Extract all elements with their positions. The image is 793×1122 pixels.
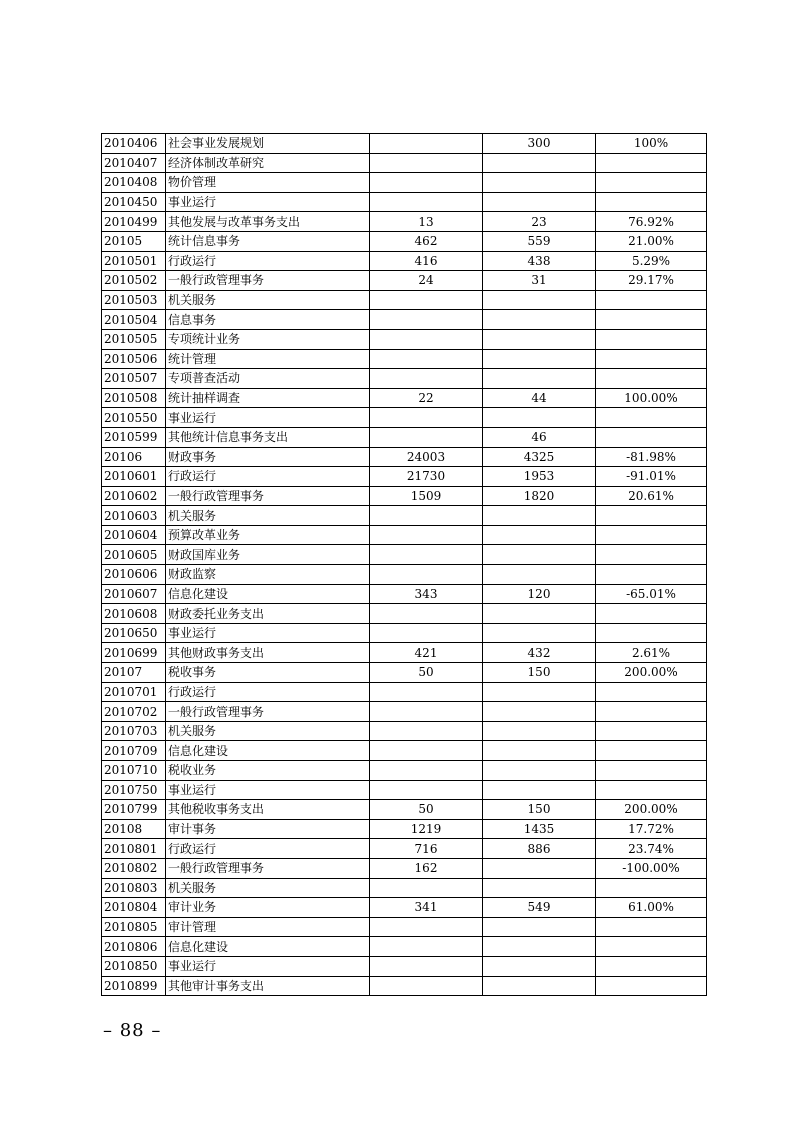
row-name-cell: 其他统计信息事务支出 (166, 427, 370, 447)
row-change-pct-cell (596, 506, 707, 526)
row-current-value-cell: 46 (483, 427, 596, 447)
row-name-cell: 财政国库业务 (166, 545, 370, 565)
row-current-value-cell: 1820 (483, 486, 596, 506)
row-code-cell: 2010504 (102, 310, 166, 330)
row-current-value-cell: 549 (483, 898, 596, 918)
row-name-cell: 机关服务 (166, 721, 370, 741)
row-prior-value-cell (370, 369, 483, 389)
row-current-value-cell (483, 408, 596, 428)
table-row (102, 290, 707, 310)
row-prior-value-cell: 343 (370, 584, 483, 604)
row-name-cell: 其他税收事务支出 (166, 800, 370, 820)
row-name-cell: 信息化建设 (166, 584, 370, 604)
row-name-cell: 审计业务 (166, 898, 370, 918)
row-code-cell: 2010550 (102, 408, 166, 428)
row-current-value-cell: 23 (483, 212, 596, 232)
row-change-pct-cell: 100% (596, 134, 707, 154)
row-code-cell: 2010499 (102, 212, 166, 232)
row-current-value-cell (483, 329, 596, 349)
row-name-cell: 税收事务 (166, 663, 370, 683)
row-name-cell: 机关服务 (166, 878, 370, 898)
row-change-pct-cell: -65.01% (596, 584, 707, 604)
row-prior-value-cell (370, 290, 483, 310)
row-current-value-cell (483, 956, 596, 976)
row-name-cell: 事业运行 (166, 408, 370, 428)
row-code-cell: 2010701 (102, 682, 166, 702)
row-current-value-cell (483, 153, 596, 173)
row-name-cell: 预算改革业务 (166, 525, 370, 545)
row-name-cell: 财政委托业务支出 (166, 604, 370, 624)
row-prior-value-cell (370, 427, 483, 447)
row-change-pct-cell (596, 702, 707, 722)
row-change-pct-cell: -100.00% (596, 858, 707, 878)
row-code-cell: 2010803 (102, 878, 166, 898)
row-code-cell: 2010899 (102, 976, 166, 996)
row-code-cell: 2010710 (102, 761, 166, 781)
row-current-value-cell (483, 369, 596, 389)
row-name-cell: 事业运行 (166, 780, 370, 800)
table-row (102, 604, 707, 624)
row-change-pct-cell: 200.00% (596, 800, 707, 820)
row-change-pct-cell: 21.00% (596, 231, 707, 251)
row-prior-value-cell: 24003 (370, 447, 483, 467)
row-code-cell: 2010501 (102, 251, 166, 271)
row-name-cell: 行政运行 (166, 682, 370, 702)
row-code-cell: 2010407 (102, 153, 166, 173)
row-code-cell: 2010703 (102, 721, 166, 741)
row-name-cell: 事业运行 (166, 192, 370, 212)
row-change-pct-cell (596, 329, 707, 349)
table-row (102, 369, 707, 389)
table-row (102, 192, 707, 212)
row-current-value-cell (483, 937, 596, 957)
row-change-pct-cell: 23.74% (596, 839, 707, 859)
row-name-cell: 一般行政管理事务 (166, 271, 370, 291)
table-row (102, 839, 707, 859)
row-prior-value-cell (370, 192, 483, 212)
table-row (102, 565, 707, 585)
row-change-pct-cell: 20.61% (596, 486, 707, 506)
row-code-cell: 2010599 (102, 427, 166, 447)
row-code-cell: 2010602 (102, 486, 166, 506)
row-name-cell: 专项统计业务 (166, 329, 370, 349)
row-prior-value-cell (370, 780, 483, 800)
table-row (102, 858, 707, 878)
row-name-cell: 统计抽样调查 (166, 388, 370, 408)
row-change-pct-cell (596, 623, 707, 643)
row-code-cell: 2010806 (102, 937, 166, 957)
table-row (102, 800, 707, 820)
table-row (102, 956, 707, 976)
row-code-cell: 2010650 (102, 623, 166, 643)
row-prior-value-cell (370, 525, 483, 545)
row-code-cell: 2010605 (102, 545, 166, 565)
row-code-cell: 2010608 (102, 604, 166, 624)
row-code-cell: 2010604 (102, 525, 166, 545)
row-name-cell: 统计管理 (166, 349, 370, 369)
row-prior-value-cell (370, 408, 483, 428)
row-current-value-cell: 31 (483, 271, 596, 291)
row-name-cell: 事业运行 (166, 623, 370, 643)
row-current-value-cell: 120 (483, 584, 596, 604)
row-code-cell: 2010508 (102, 388, 166, 408)
row-prior-value-cell: 416 (370, 251, 483, 271)
row-prior-value-cell (370, 721, 483, 741)
table-row (102, 173, 707, 193)
row-change-pct-cell (596, 761, 707, 781)
row-prior-value-cell: 1509 (370, 486, 483, 506)
row-prior-value-cell (370, 956, 483, 976)
row-prior-value-cell (370, 741, 483, 761)
row-name-cell: 一般行政管理事务 (166, 702, 370, 722)
row-change-pct-cell (596, 173, 707, 193)
row-code-cell: 2010502 (102, 271, 166, 291)
row-name-cell: 信息化建设 (166, 741, 370, 761)
row-code-cell: 2010801 (102, 839, 166, 859)
row-name-cell: 一般行政管理事务 (166, 486, 370, 506)
table-row (102, 898, 707, 918)
row-name-cell: 行政运行 (166, 251, 370, 271)
row-current-value-cell (483, 525, 596, 545)
row-code-cell: 2010603 (102, 506, 166, 526)
row-change-pct-cell (596, 976, 707, 996)
table-row (102, 212, 707, 232)
table-row (102, 427, 707, 447)
table-row (102, 643, 707, 663)
row-change-pct-cell: -81.98% (596, 447, 707, 467)
row-name-cell: 审计管理 (166, 917, 370, 937)
row-change-pct-cell: 76.92% (596, 212, 707, 232)
row-prior-value-cell (370, 761, 483, 781)
row-name-cell: 社会事业发展规划 (166, 134, 370, 154)
row-change-pct-cell (596, 369, 707, 389)
row-change-pct-cell (596, 937, 707, 957)
row-prior-value-cell (370, 623, 483, 643)
table-row (102, 388, 707, 408)
table-row (102, 878, 707, 898)
table-row (102, 231, 707, 251)
row-code-cell: 2010406 (102, 134, 166, 154)
row-name-cell: 统计信息事务 (166, 231, 370, 251)
row-change-pct-cell: 5.29% (596, 251, 707, 271)
row-code-cell: 2010505 (102, 329, 166, 349)
row-change-pct-cell (596, 604, 707, 624)
row-current-value-cell: 1435 (483, 819, 596, 839)
table-row (102, 329, 707, 349)
row-current-value-cell (483, 545, 596, 565)
row-change-pct-cell (596, 192, 707, 212)
row-current-value-cell (483, 702, 596, 722)
row-name-cell: 信息化建设 (166, 937, 370, 957)
table-row (102, 819, 707, 839)
table-row (102, 134, 707, 154)
row-current-value-cell: 559 (483, 231, 596, 251)
row-code-cell: 2010699 (102, 643, 166, 663)
row-code-cell: 2010750 (102, 780, 166, 800)
table-row (102, 349, 707, 369)
row-change-pct-cell: 17.72% (596, 819, 707, 839)
table-row (102, 663, 707, 683)
row-code-cell: 20106 (102, 447, 166, 467)
row-prior-value-cell (370, 937, 483, 957)
table-row (102, 447, 707, 467)
row-prior-value-cell (370, 349, 483, 369)
row-name-cell: 行政运行 (166, 467, 370, 487)
row-code-cell: 2010702 (102, 702, 166, 722)
row-code-cell: 2010507 (102, 369, 166, 389)
row-prior-value-cell (370, 565, 483, 585)
row-prior-value-cell: 162 (370, 858, 483, 878)
table-row (102, 761, 707, 781)
row-prior-value-cell: 462 (370, 231, 483, 251)
row-prior-value-cell: 50 (370, 663, 483, 683)
table-row (102, 506, 707, 526)
row-prior-value-cell (370, 329, 483, 349)
table-row (102, 467, 707, 487)
table-row (102, 917, 707, 937)
row-prior-value-cell: 13 (370, 212, 483, 232)
table-row (102, 682, 707, 702)
row-prior-value-cell (370, 310, 483, 330)
budget-table (101, 133, 707, 996)
row-prior-value-cell: 1219 (370, 819, 483, 839)
table-row (102, 251, 707, 271)
row-name-cell: 信息事务 (166, 310, 370, 330)
row-current-value-cell (483, 173, 596, 193)
row-code-cell: 20107 (102, 663, 166, 683)
row-current-value-cell (483, 565, 596, 585)
row-current-value-cell: 150 (483, 663, 596, 683)
row-code-cell: 2010805 (102, 917, 166, 937)
row-code-cell: 2010799 (102, 800, 166, 820)
table-row (102, 584, 707, 604)
row-prior-value-cell: 24 (370, 271, 483, 291)
row-current-value-cell: 4325 (483, 447, 596, 467)
row-current-value-cell: 150 (483, 800, 596, 820)
row-prior-value-cell: 22 (370, 388, 483, 408)
row-code-cell: 2010503 (102, 290, 166, 310)
row-change-pct-cell (596, 545, 707, 565)
row-prior-value-cell: 50 (370, 800, 483, 820)
row-current-value-cell: 432 (483, 643, 596, 663)
table-row (102, 408, 707, 428)
row-name-cell: 机关服务 (166, 290, 370, 310)
row-change-pct-cell: 200.00% (596, 663, 707, 683)
row-current-value-cell: 44 (483, 388, 596, 408)
row-name-cell: 物价管理 (166, 173, 370, 193)
row-prior-value-cell (370, 604, 483, 624)
table-row (102, 486, 707, 506)
row-change-pct-cell: 100.00% (596, 388, 707, 408)
row-prior-value-cell (370, 153, 483, 173)
row-name-cell: 其他财政事务支出 (166, 643, 370, 663)
table-row (102, 937, 707, 957)
row-code-cell: 2010601 (102, 467, 166, 487)
row-prior-value-cell: 716 (370, 839, 483, 859)
table-row (102, 271, 707, 291)
table-row (102, 545, 707, 565)
row-change-pct-cell (596, 917, 707, 937)
row-name-cell: 经济体制改革研究 (166, 153, 370, 173)
row-code-cell: 2010709 (102, 741, 166, 761)
row-change-pct-cell: 61.00% (596, 898, 707, 918)
row-name-cell: 机关服务 (166, 506, 370, 526)
row-code-cell: 20105 (102, 231, 166, 251)
row-name-cell: 其他发展与改革事务支出 (166, 212, 370, 232)
row-code-cell: 2010802 (102, 858, 166, 878)
row-change-pct-cell (596, 408, 707, 428)
row-change-pct-cell (596, 349, 707, 369)
row-name-cell: 税收业务 (166, 761, 370, 781)
table-row (102, 976, 707, 996)
row-current-value-cell (483, 506, 596, 526)
row-prior-value-cell (370, 545, 483, 565)
row-prior-value-cell (370, 134, 483, 154)
row-current-value-cell (483, 741, 596, 761)
row-current-value-cell (483, 349, 596, 369)
row-current-value-cell (483, 780, 596, 800)
row-current-value-cell (483, 878, 596, 898)
row-prior-value-cell (370, 506, 483, 526)
row-current-value-cell (483, 721, 596, 741)
row-code-cell: 2010804 (102, 898, 166, 918)
row-prior-value-cell (370, 917, 483, 937)
row-change-pct-cell (596, 565, 707, 585)
row-name-cell: 财政监察 (166, 565, 370, 585)
table-row (102, 623, 707, 643)
row-current-value-cell (483, 761, 596, 781)
row-current-value-cell (483, 604, 596, 624)
row-code-cell: 2010607 (102, 584, 166, 604)
row-current-value-cell (483, 858, 596, 878)
row-prior-value-cell: 21730 (370, 467, 483, 487)
row-current-value-cell (483, 310, 596, 330)
table-row (102, 721, 707, 741)
row-code-cell: 2010606 (102, 565, 166, 585)
row-name-cell: 事业运行 (166, 956, 370, 976)
row-change-pct-cell (596, 310, 707, 330)
row-change-pct-cell (596, 878, 707, 898)
row-prior-value-cell (370, 682, 483, 702)
row-current-value-cell (483, 623, 596, 643)
row-prior-value-cell (370, 702, 483, 722)
row-current-value-cell (483, 290, 596, 310)
row-prior-value-cell (370, 976, 483, 996)
table-row (102, 702, 707, 722)
row-change-pct-cell (596, 682, 707, 702)
row-change-pct-cell (596, 741, 707, 761)
row-current-value-cell: 300 (483, 134, 596, 154)
row-prior-value-cell (370, 173, 483, 193)
row-current-value-cell (483, 917, 596, 937)
row-current-value-cell (483, 976, 596, 996)
row-change-pct-cell (596, 780, 707, 800)
row-name-cell: 专项普查活动 (166, 369, 370, 389)
row-change-pct-cell: 29.17% (596, 271, 707, 291)
row-name-cell: 行政运行 (166, 839, 370, 859)
table-row (102, 741, 707, 761)
table-row (102, 780, 707, 800)
row-prior-value-cell (370, 878, 483, 898)
row-change-pct-cell (596, 427, 707, 447)
row-name-cell: 一般行政管理事务 (166, 858, 370, 878)
row-code-cell: 2010408 (102, 173, 166, 193)
row-current-value-cell (483, 682, 596, 702)
row-change-pct-cell: 2.61% (596, 643, 707, 663)
row-change-pct-cell (596, 525, 707, 545)
row-change-pct-cell (596, 153, 707, 173)
row-code-cell: 20108 (102, 819, 166, 839)
row-name-cell: 其他审计事务支出 (166, 976, 370, 996)
row-name-cell: 财政事务 (166, 447, 370, 467)
row-change-pct-cell: -91.01% (596, 467, 707, 487)
row-prior-value-cell: 421 (370, 643, 483, 663)
row-change-pct-cell (596, 956, 707, 976)
row-code-cell: 2010450 (102, 192, 166, 212)
page-number: – 88 – (103, 1020, 162, 1041)
row-change-pct-cell (596, 290, 707, 310)
row-name-cell: 审计事务 (166, 819, 370, 839)
table-row (102, 153, 707, 173)
row-code-cell: 2010850 (102, 956, 166, 976)
row-current-value-cell (483, 192, 596, 212)
row-prior-value-cell: 341 (370, 898, 483, 918)
row-current-value-cell: 438 (483, 251, 596, 271)
table-row (102, 525, 707, 545)
table-body (102, 134, 707, 996)
table-row (102, 310, 707, 330)
row-change-pct-cell (596, 721, 707, 741)
row-current-value-cell: 886 (483, 839, 596, 859)
row-code-cell: 2010506 (102, 349, 166, 369)
row-current-value-cell: 1953 (483, 467, 596, 487)
